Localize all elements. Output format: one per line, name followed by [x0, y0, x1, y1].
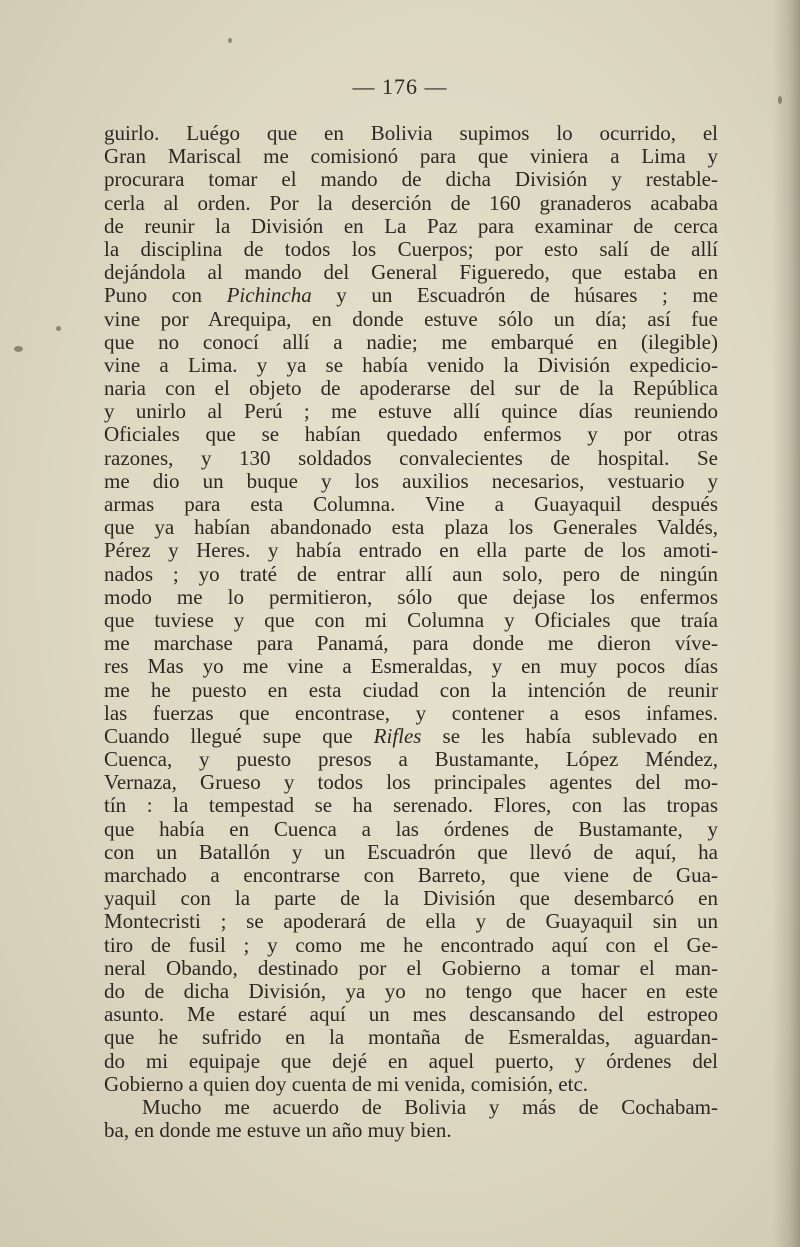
text-line: Gran Mariscal me comisionó para que viniera a Lima y: [104, 144, 718, 169]
text-line: razones, y 130 soldados convalecientes de hospital. Se: [104, 445, 718, 470]
text-line: me he puesto en esta ciudad con la intención de reunir: [104, 677, 718, 702]
text-line: vine por Arequipa, en donde estuve sólo un día; así fue: [104, 306, 718, 331]
text-line: las fuerzas que encontrase, y contener a esos infames.: [104, 700, 718, 725]
text-line: Mucho me acuerdo de Bolivia y más de Cochabam-: [142, 1094, 718, 1119]
text-segment: Puno con: [104, 283, 227, 308]
text-segment: se les había sublevado en: [421, 723, 718, 748]
italic-title: Rifles: [373, 723, 422, 748]
text-line: Montecristi ; se apoderará de ella y de Guayaquil sin un: [104, 909, 718, 934]
text-line: [104, 725, 718, 748]
text-segment: y un Escuadrón de húsares ; me: [311, 283, 718, 308]
text-line: armas para esta Columna. Vine a Guayaquil después: [104, 492, 718, 516]
italic-title: Pichincha: [226, 283, 312, 308]
ink-speck: [56, 326, 61, 331]
text-line: res Mas yo me vine a Esmeraldas, y en muy pocos días: [104, 654, 718, 679]
text-line: me dio un buque y los auxilios necesarios, vestuario y: [104, 468, 718, 493]
text-line: que había en Cuenca a las órdenes de Bustamante, y: [104, 816, 718, 841]
text-line: marchado a encontrarse con Barreto, que viene de Gua-: [104, 863, 718, 887]
text-line: tiro de fusil ; y como me he encontrado aquí con el Ge-: [104, 932, 718, 957]
text-line: vine a Lima. y ya se había venido la División expedicio-: [104, 352, 718, 377]
text-line: que no conocí allí a nadie; me embarqué en (ilegible): [104, 329, 718, 354]
text-line: Gobierno a quien doy cuenta de mi venida, comisión, etc.: [104, 1071, 589, 1096]
text-line: asunto. Me estaré aquí un mes descansando del estropeo: [104, 1002, 718, 1027]
text-line: que tuviese y que con mi Columna y Oficiales que traía: [104, 607, 718, 632]
text-line: neral Obando, destinado por el Gobierno a tomar el man-: [104, 955, 718, 980]
ink-speck: [228, 38, 232, 43]
text-line: me marchase para Panamá, para donde me dieron víve-: [104, 631, 718, 656]
text-line: yaquil con la parte de la División que desembarcó en: [104, 886, 718, 911]
body-text: [104, 122, 718, 1142]
text-line: [104, 284, 718, 307]
page-edge-shadow: [772, 0, 800, 1247]
ink-speck: [14, 346, 23, 352]
text-line: Vernaza, Grueso y todos los principales agentes del mo-: [104, 770, 718, 795]
page-number: — 176 —: [352, 74, 448, 99]
text-line: Cuenca, y puesto presos a Bustamante, López Méndez,: [104, 747, 718, 772]
text-line: de reunir la División en La Paz para examinar de cerca: [104, 213, 718, 238]
text-line: modo me lo permitieron, sólo que dejase los enfermos: [104, 584, 718, 609]
text-line: do mi equipaje que dejé en aquel puerto, y órdenes del: [104, 1048, 718, 1073]
text-line: dejándola al mando del General Figueredo, que estaba en: [104, 260, 718, 285]
text-segment: Cuando llegué supe que: [104, 723, 374, 748]
text-line: procurara tomar el mando de dicha División y restable-: [104, 167, 718, 192]
text-line: Pérez y Heres. y había entrado en ella parte de los amoti-: [104, 538, 718, 563]
text-line: guirlo. Luégo que en Bolivia supimos lo ocurrido, el: [104, 121, 718, 145]
text-line: naria con el objeto de apoderarse del sur de la República: [104, 376, 718, 401]
text-line: ba, en donde me estuve un año muy bien.: [104, 1118, 452, 1143]
text-line: que ya habían abandonado esta plaza los Generales Valdés,: [104, 515, 718, 540]
text-line: la disciplina de todos los Cuerpos; por esto salí de allí: [104, 236, 718, 261]
text-line: tín : la tempestad se ha serenado. Flores, con las tropas: [104, 793, 718, 818]
text-line: Oficiales que se habían quedado enfermos y por otras: [104, 422, 718, 447]
text-line: que he sufrido en la montaña de Esmeraldas, aguardan-: [104, 1025, 718, 1050]
text-line: y unirlo al Perú ; me estuve allí quince días reuniendo: [104, 399, 718, 424]
text-line: con un Batallón y un Escuadrón que llevó de aquí, ha: [104, 839, 718, 864]
text-line: nados ; yo traté de entrar allí aun solo, pero de ningún: [104, 561, 718, 586]
text-line: do de dicha División, ya yo no tengo que hacer en este: [104, 978, 718, 1003]
text-line: cerla al orden. Por la deserción de 160 granaderos acababa: [104, 190, 718, 215]
